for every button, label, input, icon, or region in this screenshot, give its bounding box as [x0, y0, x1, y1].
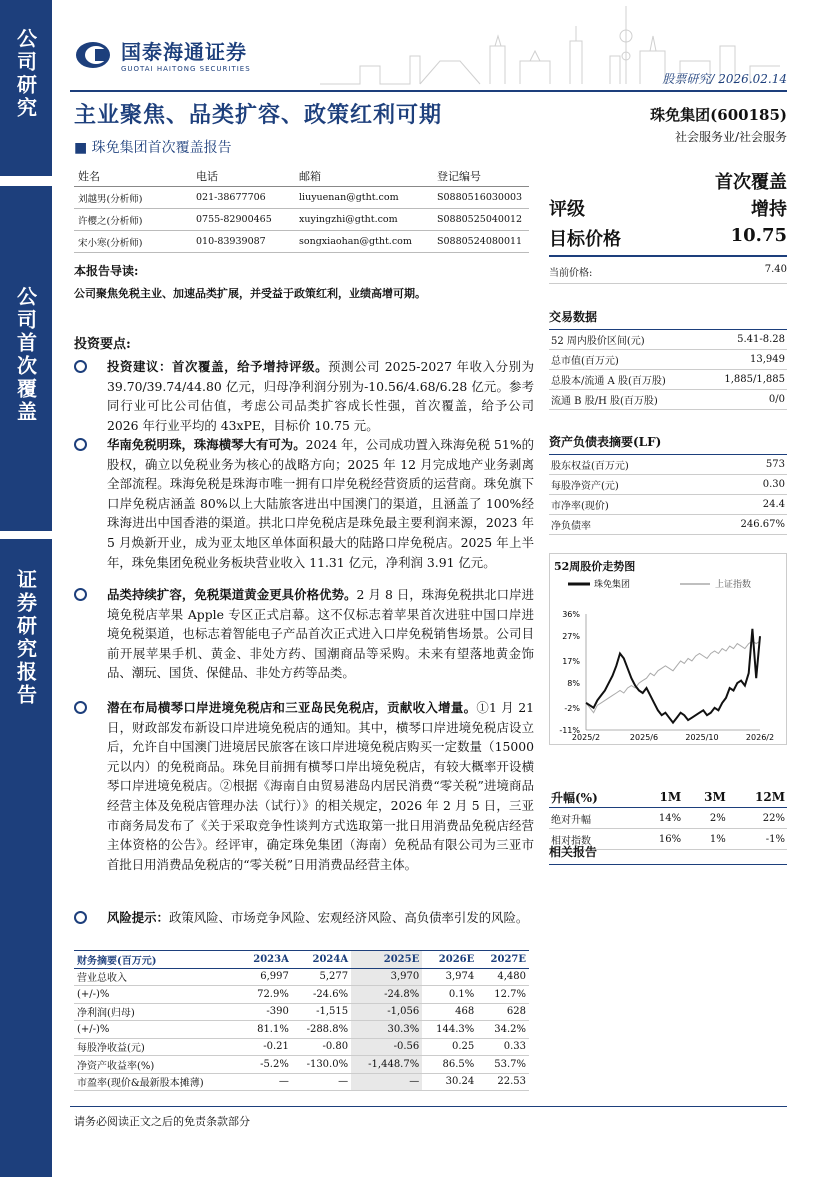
- row-value: 246.67%: [698, 515, 787, 535]
- row-label: (+/-)%: [74, 986, 240, 1004]
- balance-sheet-table: [549, 455, 787, 535]
- table-header-cell: 12M: [728, 787, 787, 808]
- analyst-reg-no: S0880524080011: [433, 231, 529, 253]
- table-header-cell: 2027E: [477, 951, 529, 969]
- table-row: [74, 187, 529, 209]
- cell-value: 53.7%: [477, 1056, 529, 1074]
- analyst-name: 许樱之(分析师): [74, 209, 192, 231]
- table-row: [74, 1021, 529, 1039]
- x-tick-label: 2025/10: [685, 733, 719, 742]
- cell-value: -1%: [728, 829, 787, 850]
- section-title: 交易数据: [549, 308, 787, 330]
- point-text: 政策风险、市场竞争风险、宏观经济风险、高负债率引发的风险。: [168, 910, 529, 925]
- cell-value: 468: [422, 1003, 477, 1021]
- y-tick-label: 8%: [567, 679, 580, 689]
- cell-value: 22%: [728, 808, 787, 829]
- table-row: [74, 968, 529, 986]
- row-label: 每股净资产(元): [549, 475, 698, 495]
- series-line-company: [586, 629, 760, 723]
- row-label: 流通 B 股/H 股(百万股): [549, 390, 703, 410]
- investment-point: [74, 357, 534, 435]
- point-heading: 潜在布局横琴口岸进境免税店和三亚岛民免税店，贡献收入增量。: [107, 700, 477, 715]
- row-label: 绝对升幅: [549, 808, 637, 829]
- points-label: 投资要点:: [74, 337, 131, 352]
- row-value: 0/0: [703, 390, 787, 410]
- row-label: 市盈率(现价&最新股本摊薄): [74, 1073, 240, 1091]
- table-row: [549, 808, 787, 829]
- row-label: 总市值(百万元): [549, 350, 703, 370]
- analyst-phone: 010-83939087: [192, 231, 295, 253]
- cell-value: -288.8%: [292, 1021, 351, 1039]
- row-value: 5.41-8.28: [703, 330, 787, 350]
- row-value: 0.30: [698, 475, 787, 495]
- row-value: 1,885/1,885: [703, 370, 787, 390]
- point-text: 2024 年，公司成功置入珠海免税 51%的股权，确立以免税业务为核心的战略方向；2025 年 12 月完成地产业务剥离全部流程。珠海免税是珠海市唯一拥有口岸免税经营资质的运营商。珠免旗下口岸免税店涵盖 80%以上大陆旅客进出中国澳门的渠道，且涵盖了 100%经珠海进出中国香港的渠道。拱北口岸免税店是珠免最主要利润来源，2023 年 5 月焕新开业，成为亚太地区单体面积最大的陆路口岸免税店。2025 年上半年，珠免集团免税业务板块营业收入 11.31 亿元，净利润 3.91 亿元。: [107, 437, 535, 570]
- section-title: 相关报告: [549, 843, 787, 865]
- x-tick-label: 2025/2: [571, 733, 601, 742]
- row-label: 相对指数: [549, 829, 637, 850]
- row-label: 净资产收益率(%): [74, 1056, 240, 1074]
- cell-value: —: [351, 1073, 422, 1091]
- table-header-cell: 升幅(%): [549, 787, 637, 808]
- section-title: 资产负债表摘要(LF): [549, 433, 787, 455]
- table-header-row: [74, 165, 529, 187]
- cell-value: 86.5%: [422, 1056, 477, 1074]
- cell-value: 3,974: [422, 968, 477, 986]
- cell-value: -130.0%: [292, 1056, 351, 1074]
- cell-value: 16%: [637, 829, 683, 850]
- y-tick-label: 27%: [562, 632, 580, 642]
- cell-value: -0.80: [292, 1038, 351, 1056]
- investment-point: [74, 435, 534, 572]
- cell-value: -0.56: [351, 1038, 422, 1056]
- row-label: 营业总收入: [74, 968, 240, 986]
- cell-value: —: [240, 1073, 292, 1091]
- bullet-icon: [74, 360, 87, 373]
- cell-value: 0.33: [477, 1038, 529, 1056]
- table-row: [549, 330, 787, 350]
- footer-divider: [70, 1106, 787, 1107]
- company-logo: [75, 36, 251, 73]
- company-name: 珠免集团(600185): [650, 106, 787, 124]
- target-price-label: 目标价格: [549, 229, 621, 250]
- rating-row: [549, 195, 787, 221]
- table-row: [549, 350, 787, 370]
- row-value: 13,949: [703, 350, 787, 370]
- trade-data-table: [549, 330, 787, 410]
- financial-summary-table: [74, 950, 529, 1091]
- cell-value: 4,480: [477, 968, 529, 986]
- cell-value: 628: [477, 1003, 529, 1021]
- cell-value: -1,448.7%: [351, 1056, 422, 1074]
- target-price-value: 10.75: [730, 225, 787, 246]
- row-label: 净负债率: [549, 515, 698, 535]
- analyst-name: 宋小寒(分析师): [74, 231, 192, 253]
- current-price-row: [549, 264, 787, 284]
- table-header-cell: 邮箱: [295, 165, 433, 187]
- row-label: 总股本/流通 A 股(百万股): [549, 370, 703, 390]
- table-header-cell: 2023A: [240, 951, 292, 969]
- point-text: 预测公司 2025-2027 年收入分别为 39.70/39.74/44.80 亿元，归母净利润分别为-10.56/4.68/6.28 亿元。参考同行业可比公司估值，考虑公司品类扩容成长性强，首次覆盖，给予公司 2026 年行业平均的 43xPE，目标价 10.75 元。: [107, 359, 534, 433]
- analyst-phone: 0755-82900465: [192, 209, 295, 231]
- row-label: 52 周内股价区间(元): [549, 330, 703, 350]
- cell-value: -5.2%: [240, 1056, 292, 1074]
- cell-value: -390: [240, 1003, 292, 1021]
- cell-value: 22.53: [477, 1073, 529, 1091]
- guide-label: 本报告导读:: [74, 264, 139, 278]
- table-header-cell: 2024A: [292, 951, 351, 969]
- balance-sheet-section: [549, 433, 787, 535]
- sidebar-segment-company-research: [0, 0, 52, 176]
- x-tick-label: 2025/6: [629, 733, 659, 742]
- row-value: 24.4: [698, 495, 787, 515]
- point-heading: 华南免税明珠，珠海横琴大有可为。: [107, 437, 306, 452]
- cell-value: 81.1%: [240, 1021, 292, 1039]
- footer-disclaimer: 请务必阅读正文之后的免责条款部分: [74, 1115, 250, 1128]
- sidebar-label: 公司研究: [13, 28, 38, 120]
- rating-divider: [549, 255, 787, 257]
- sidebar-label: 公司首次覆盖: [13, 286, 38, 424]
- analyst-email[interactable]: songxiaohan@gtht.com: [295, 231, 433, 253]
- legend-label: 珠免集团: [594, 580, 631, 590]
- point-heading: 风险提示：: [107, 910, 169, 925]
- y-tick-label: 36%: [562, 610, 580, 619]
- table-row: [74, 1073, 529, 1091]
- coverage-status: 首次覆盖: [715, 172, 787, 193]
- page-subtitle: ■ 珠免集团首次覆盖报告: [74, 140, 232, 156]
- table-header-row: [74, 951, 529, 969]
- analyst-phone: 021-38677706: [192, 187, 295, 209]
- legend-label: 上证指数: [715, 580, 752, 590]
- cell-value: 34.2%: [477, 1021, 529, 1039]
- analyst-email[interactable]: liuyuenan@gtht.com: [295, 187, 433, 209]
- cell-value: 12.7%: [477, 986, 529, 1004]
- table-row: [549, 515, 787, 535]
- point-heading: 投资建议：首次覆盖，给予增持评级。: [107, 359, 329, 374]
- table-row: [74, 986, 529, 1004]
- related-reports-section: [549, 843, 787, 865]
- analyst-reg-no: S0880516030003: [433, 187, 529, 209]
- analyst-reg-no: S0880525040012: [433, 209, 529, 231]
- cell-value: 14%: [637, 808, 683, 829]
- investment-point: [74, 698, 534, 874]
- chart-title: 52周股价走势图: [554, 560, 636, 573]
- sidebar-label: 证券研究报告: [13, 569, 38, 707]
- logo-icon: [75, 40, 115, 70]
- cell-value: 3,970: [351, 968, 422, 986]
- analyst-name: 刘越男(分析师): [74, 187, 192, 209]
- rating-value: 增持: [751, 199, 787, 220]
- logo-text-cn: 国泰海通证券: [121, 40, 247, 64]
- y-tick-label: 17%: [562, 656, 580, 666]
- row-label: 净利润(归母): [74, 1003, 240, 1021]
- x-tick-label: 2026/2: [745, 733, 775, 742]
- bullet-icon: [74, 701, 87, 714]
- bullet-icon: [74, 438, 87, 451]
- cell-value: 30.24: [422, 1073, 477, 1091]
- table-header-cell: 财务摘要(百万元): [74, 951, 240, 969]
- current-price-value: 7.40: [764, 264, 787, 275]
- cell-value: 30.3%: [351, 1021, 422, 1039]
- target-price-row: [549, 225, 787, 251]
- performance-table: [549, 787, 787, 850]
- table-row: [549, 390, 787, 410]
- table-row: [74, 1003, 529, 1021]
- cell-value: 144.3%: [422, 1021, 477, 1039]
- table-row: [74, 209, 529, 231]
- row-label: (+/-)%: [74, 1021, 240, 1039]
- table-row: [74, 1056, 529, 1074]
- investment-point: [74, 908, 534, 928]
- rating-label: 评级: [549, 199, 585, 220]
- cell-value: 72.9%: [240, 986, 292, 1004]
- sidebar-segment-securities-report: [0, 531, 52, 1177]
- cell-value: 1%: [683, 829, 728, 850]
- point-heading: 品类持续扩容，免税渠道黄金更具价格优势。: [107, 587, 357, 602]
- table-row: [549, 495, 787, 515]
- sidebar: [0, 0, 52, 1169]
- table-header-cell: 1M: [637, 787, 683, 808]
- logo-text-en: GUOTAI HAITONG SECURITIES: [121, 65, 251, 73]
- table-row: [549, 475, 787, 495]
- report-date: 股票研究/ 2026.02.14: [662, 72, 787, 86]
- header-divider: [70, 90, 787, 92]
- table-header-cell: 姓名: [74, 165, 192, 187]
- bullet-icon: [74, 588, 87, 601]
- analyst-email[interactable]: xuyingzhi@gtht.com: [295, 209, 433, 231]
- cell-value: -1,056: [351, 1003, 422, 1021]
- current-price-label: 当前价格:: [549, 268, 593, 279]
- table-row: [549, 455, 787, 475]
- point-text: ①1 月 21 日，财政部发布新设口岸进境免税店的通知。其中，横琴口岸进境免税店设立后，允许自中国澳门进境居民旅客在该口岸进境免税店购买一定数量（15000 元以内）的免税商品。珠免目前拥有横琴口岸出境免税店，有较大概率开设横琴口岸进境免税店。②根据《海南自由贸易港岛内居民消费“零关税”进境商品经营主体及免税店管理办法（试行）》的相关规定，2026 年 2 月 5 日，三亚市商务局发布了《关于采取竞争性谈判方式选取第一批日用消费品免税店经营主体资格的公告》。经评审，确定珠免集团（海南）免税品有限公司为三亚市首批日用消费品免税店的“零关税”日用消费品经营主体。: [107, 700, 534, 872]
- table-header-cell: 电话: [192, 165, 295, 187]
- table-header-cell: 2025E: [351, 951, 422, 969]
- industry-label: 社会服务业/社会服务: [674, 130, 787, 144]
- cell-value: 6,997: [240, 968, 292, 986]
- guide-text: 公司聚焦免税主业、加速品类扩展，并受益于政策红利，业绩高增可期。: [74, 287, 426, 300]
- investment-point: [74, 585, 534, 683]
- cell-value: 2%: [683, 808, 728, 829]
- y-tick-label: -11%: [559, 726, 580, 735]
- table-header-cell: 登记编号: [433, 165, 529, 187]
- bullet-icon: [74, 911, 87, 924]
- point-text: 2 月 8 日，珠海免税拱北口岸进境免税店苹果 Apple 专区正式启幕。这不仅标志着苹果首次进驻中国口岸进境免税渠道，也标志着智能电子产品首次正式进入口岸免税销售场景。公司目前开展苹果手机、黄金、非处方药、国潮商品等采购。未来有望落地黄金饰品、潮玩、国货、保健品、非处方药等品类。: [107, 587, 534, 681]
- table-row: [549, 370, 787, 390]
- cell-value: -24.6%: [292, 986, 351, 1004]
- cell-value: -0.21: [240, 1038, 292, 1056]
- cell-value: -1,515: [292, 1003, 351, 1021]
- cell-value: 0.1%: [422, 986, 477, 1004]
- row-label: 市净率(现价): [549, 495, 698, 515]
- trade-data-section: [549, 308, 787, 410]
- sidebar-segment-first-coverage: [0, 186, 52, 531]
- cell-value: 5,277: [292, 968, 351, 986]
- row-label: 股东权益(百万元): [549, 455, 698, 475]
- y-tick-label: -2%: [564, 703, 580, 713]
- row-label: 每股净收益(元): [74, 1038, 240, 1056]
- price-chart: [550, 574, 786, 742]
- analyst-table: [74, 165, 529, 253]
- cell-value: —: [292, 1073, 351, 1091]
- table-header-cell: 3M: [683, 787, 728, 808]
- page-title: 主业聚焦、品类扩容、政策红利可期: [74, 102, 443, 128]
- cell-value: -24.8%: [351, 986, 422, 1004]
- cell-value: 0.25: [422, 1038, 477, 1056]
- table-header-cell: 2026E: [422, 951, 477, 969]
- row-value: 573: [698, 455, 787, 475]
- table-row: [74, 1038, 529, 1056]
- table-header-row: [549, 787, 787, 808]
- price-chart-panel: [549, 553, 787, 745]
- table-row: [74, 231, 529, 253]
